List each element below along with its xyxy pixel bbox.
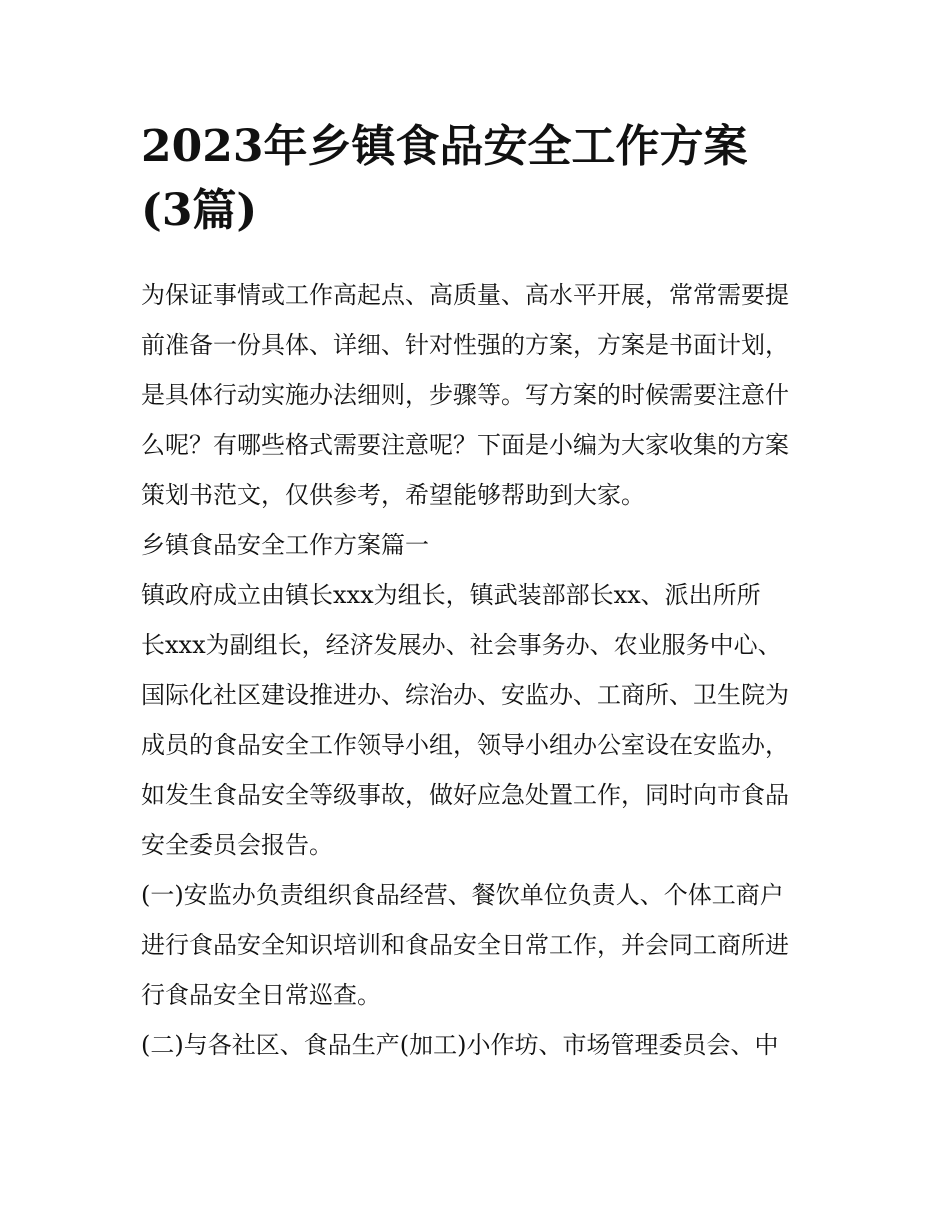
document-title: [141, 115, 813, 243]
text-line: 如发生食品安全等级事故，做好应急处置工作，同时向市食品: [141, 781, 789, 809]
text-line: 镇政府成立由镇长xxx为组长，镇武装部部长xx、派出所所: [141, 581, 761, 609]
body-paragraph: [141, 570, 813, 870]
body-paragraph: [141, 1020, 813, 1070]
text-line: 进行食品安全知识培训和食品安全日常工作，并会同工商所进: [141, 931, 789, 959]
text-line: 成员的食品安全工作领导小组，领导小组办公室设在安监办，: [141, 731, 789, 759]
text-line: (二)与各社区、食品生产(加工)小作坊、市场管理委员会、中: [141, 1031, 779, 1059]
text-line: 为保证事情或工作高起点、高质量、高水平开展，常常需要提: [141, 281, 789, 309]
intro-paragraph: [141, 270, 813, 520]
body-paragraph: [141, 870, 813, 1020]
text-line: 长xxx为副组长，经济发展办、社会事务办、农业服务中心、: [141, 631, 782, 659]
text-line: 么呢？有哪些格式需要注意呢？下面是小编为大家收集的方案: [141, 431, 789, 459]
text-line: 前准备一份具体、详细、针对性强的方案，方案是书面计划，: [141, 331, 789, 359]
text-line: 安全委员会报告。: [141, 831, 333, 859]
document-body: [141, 270, 813, 1070]
title-line: 2023年乡镇食品安全工作方案: [141, 121, 748, 172]
title-line: (3篇): [141, 185, 258, 236]
text-line: 乡镇食品安全工作方案篇一: [141, 531, 429, 559]
text-line: 行食品安全日常巡查。: [141, 981, 381, 1009]
document-page: [141, 115, 813, 1070]
text-line: 是具体行动实施办法细则，步骤等。写方案的时候需要注意什: [141, 381, 789, 409]
text-line: 策划书范文，仅供参考，希望能够帮助到大家。: [141, 481, 645, 509]
text-line: 国际化社区建设推进办、综治办、安监办、工商所、卫生院为: [141, 681, 789, 709]
text-line: (一)安监办负责组织食品经营、餐饮单位负责人、个体工商户: [141, 881, 784, 909]
section-heading: [141, 520, 813, 570]
